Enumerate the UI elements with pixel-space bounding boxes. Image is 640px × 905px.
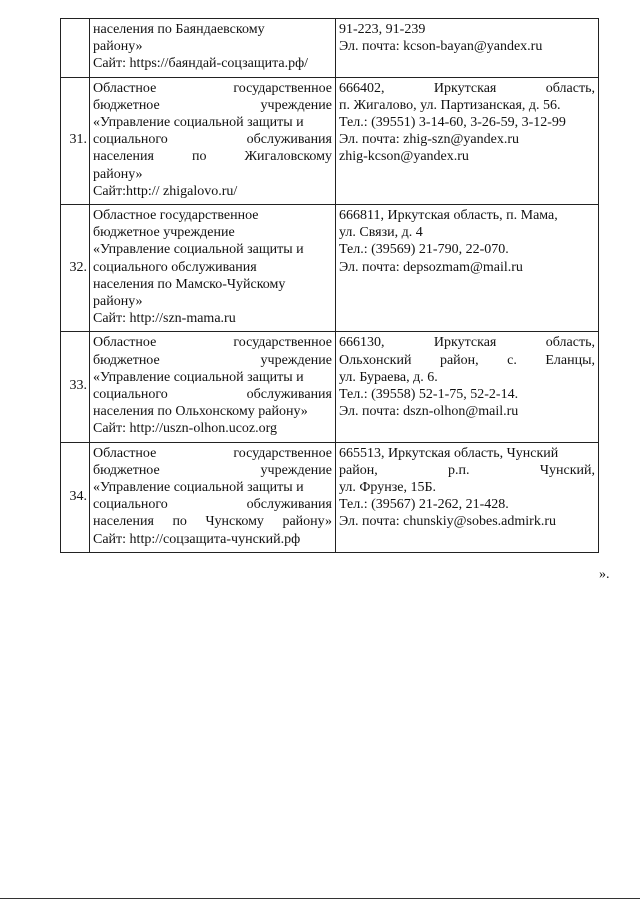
- name-line-word: обслуживания: [246, 387, 332, 403]
- name-line-word: обслуживания: [246, 497, 332, 513]
- name-line-word: государственное: [233, 445, 332, 461]
- name-line-word: социального: [93, 132, 168, 148]
- address-line: [339, 114, 595, 131]
- name-line-word: «Управление социальной защиты и: [93, 480, 304, 496]
- address-line-word: ул. Бураева, д. 6.: [339, 369, 438, 385]
- page-bottom-rule: [0, 898, 640, 899]
- address-line: [339, 479, 595, 496]
- address-line-word: район,: [339, 462, 378, 478]
- address-line-word: 91-223, 91-239: [339, 22, 426, 37]
- name-line-word: Областное государственное: [93, 208, 259, 224]
- table-row: [61, 205, 599, 332]
- name-line-word: населения: [93, 149, 154, 165]
- name-line-word: району»: [93, 294, 143, 310]
- table-row: [61, 19, 599, 78]
- address-line-word: Иркутская: [433, 335, 497, 351]
- name-line: [93, 462, 332, 479]
- address-line-word: область,: [545, 80, 595, 96]
- address-line-word: область,: [545, 335, 595, 351]
- name-line: [93, 97, 332, 114]
- name-line-word: Сайт: http://uszn-olhon.ucoz.org: [93, 421, 278, 437]
- name-line-word: социального: [93, 497, 168, 513]
- address-line-word: р.п.: [448, 462, 470, 478]
- address-line-word: Тел.: (39569) 21-790, 22-070.: [339, 242, 509, 258]
- institution-name-cell: [90, 205, 336, 332]
- row-number: [61, 19, 90, 78]
- name-line-word: «Управление социальной защиты и: [93, 115, 304, 131]
- name-line-word: по: [191, 149, 207, 165]
- name-line-word: Областное: [93, 335, 157, 351]
- name-line: [93, 445, 332, 462]
- name-line-word: Чунскому: [205, 514, 264, 530]
- row-number: 31.: [61, 77, 90, 204]
- address-line-word: zhig-kcson@yandex.ru: [339, 149, 469, 165]
- name-line-word: учреждение: [260, 97, 332, 113]
- name-line-word: району»: [93, 39, 143, 55]
- address-line: [339, 462, 595, 479]
- address-line-word: Эл. почта: depsozmam@mail.ru: [339, 259, 523, 275]
- name-line-word: Сайт: http://szn-mama.ru: [93, 311, 236, 327]
- closing-quote-mark: ».: [599, 567, 610, 582]
- name-line: [93, 38, 332, 55]
- name-line: [93, 21, 332, 38]
- address-line: [339, 224, 595, 241]
- name-line: [93, 386, 332, 403]
- name-line: [93, 80, 332, 97]
- address-line-word: ул. Связи, д. 4: [339, 225, 423, 241]
- name-line: [93, 369, 332, 386]
- address-line-word: Ольхонский: [339, 352, 412, 368]
- name-line-word: государственное: [233, 80, 332, 96]
- name-line: [93, 310, 332, 327]
- address-line-word: 666811, Иркутская область, п. Мама,: [339, 208, 558, 224]
- address-line: [339, 259, 595, 276]
- name-line: [93, 334, 332, 351]
- name-line: [93, 496, 332, 513]
- institutions-table: [60, 18, 599, 553]
- address-line-word: Тел.: (39567) 21-262, 21-428.: [339, 497, 509, 513]
- address-line: [339, 131, 595, 148]
- name-line: [93, 224, 332, 241]
- address-line-word: 666130,: [339, 335, 385, 351]
- address-line-word: Тел.: (39551) 3-14-60, 3-26-59, 3-12-99: [339, 115, 566, 131]
- name-line: [93, 293, 332, 310]
- address-line-word: Эл. почта: dszn-olhon@mail.ru: [339, 404, 519, 420]
- table-row: [61, 77, 599, 204]
- address-line: [339, 403, 595, 420]
- name-line: [93, 513, 332, 530]
- address-line-word: Иркутская: [433, 80, 497, 96]
- institution-name-cell: [90, 442, 336, 552]
- name-line-word: населения по Ольхонскому району»: [93, 404, 308, 420]
- address-line: [339, 445, 595, 462]
- institution-address-cell: [336, 77, 599, 204]
- name-line-word: району»: [93, 166, 143, 182]
- address-line-word: п. Жигалово, ул. Партизанская, д. 56.: [339, 97, 561, 113]
- name-line: [93, 166, 332, 183]
- name-line: [93, 131, 332, 148]
- name-line: [93, 55, 332, 72]
- name-line: [93, 207, 332, 224]
- name-line-word: учреждение: [260, 352, 332, 368]
- institution-address-cell: [336, 442, 599, 552]
- name-line-word: Сайт:http:// zhigalovo.ru/: [93, 183, 238, 199]
- name-line-word: Сайт: https://баяндай-соцзащита.рф/: [93, 56, 309, 72]
- address-line-word: Эл. почта: kcson-bayan@yandex.ru: [339, 39, 543, 55]
- address-line: [339, 148, 595, 165]
- address-line-word: 665513, Иркутская область, Чунский: [339, 445, 559, 461]
- name-line-word: бюджетное: [93, 97, 160, 113]
- name-line-word: по: [172, 514, 187, 530]
- address-line: [339, 386, 595, 403]
- address-line-word: Тел.: (39558) 52-1-75, 52-2-14.: [339, 387, 519, 403]
- name-line: [93, 241, 332, 258]
- name-line: [93, 531, 332, 548]
- address-line-word: Эл. почта: chunskiy@sobes.admirk.ru: [339, 514, 556, 530]
- address-line-word: Эл. почта: zhig-szn@yandex.ru: [339, 132, 520, 148]
- name-line: [93, 114, 332, 131]
- address-line-word: ул. Фрунзе, 15Б.: [339, 480, 437, 496]
- address-line: [339, 513, 595, 530]
- name-line-word: социального обслуживания: [93, 259, 257, 275]
- name-line: [93, 183, 332, 200]
- name-line-word: Областное: [93, 80, 157, 96]
- address-line: [339, 80, 595, 97]
- address-line: [339, 21, 595, 38]
- address-line-word: район,: [439, 352, 479, 368]
- name-line: [93, 479, 332, 496]
- institution-address-cell: [336, 205, 599, 332]
- institutions-table-body: [61, 19, 599, 553]
- name-line: [93, 403, 332, 420]
- table-row: [61, 332, 599, 442]
- row-number: 32.: [61, 205, 90, 332]
- name-line-word: Сайт: http://соцзащита-чунский.рф: [93, 531, 301, 547]
- address-line: [339, 496, 595, 513]
- address-line: [339, 207, 595, 224]
- address-line-word: Еланцы,: [545, 352, 595, 368]
- name-line-word: району»: [282, 514, 332, 530]
- address-line: [339, 241, 595, 258]
- address-line: [339, 352, 595, 369]
- name-line-word: «Управление социальной защиты и: [93, 242, 304, 258]
- name-line: [93, 259, 332, 276]
- name-line-word: учреждение: [260, 462, 332, 478]
- address-line: [339, 38, 595, 55]
- row-number: 34.: [61, 442, 90, 552]
- name-line-word: бюджетное учреждение: [93, 225, 235, 241]
- institution-name-cell: [90, 19, 336, 78]
- name-line-word: бюджетное: [93, 352, 160, 368]
- name-line-word: обслуживания: [246, 132, 332, 148]
- address-line-word: 666402,: [339, 80, 385, 96]
- name-line: [93, 276, 332, 293]
- name-line-word: социального: [93, 387, 168, 403]
- address-line: [339, 97, 595, 114]
- address-line: [339, 334, 595, 351]
- address-line: [339, 369, 595, 386]
- institution-name-cell: [90, 332, 336, 442]
- name-line-word: бюджетное: [93, 462, 160, 478]
- institution-address-cell: [336, 332, 599, 442]
- name-line-word: «Управление социальной защиты и: [93, 369, 304, 385]
- name-line-word: населения: [93, 514, 154, 530]
- name-line-word: Жигаловскому: [244, 149, 332, 165]
- name-line: [93, 420, 332, 437]
- name-line-word: населения по Баяндаевскому: [93, 22, 265, 37]
- institution-address-cell: [336, 19, 599, 78]
- name-line-word: населения по Мамско-Чуйскому: [93, 276, 286, 292]
- row-number: 33.: [61, 332, 90, 442]
- name-line: [93, 352, 332, 369]
- table-row: [61, 442, 599, 552]
- institution-name-cell: [90, 77, 336, 204]
- name-line: [93, 148, 332, 165]
- address-line-word: с.: [507, 352, 517, 368]
- name-line-word: Областное: [93, 445, 157, 461]
- name-line-word: государственное: [233, 335, 332, 351]
- address-line-word: Чунский,: [539, 462, 595, 478]
